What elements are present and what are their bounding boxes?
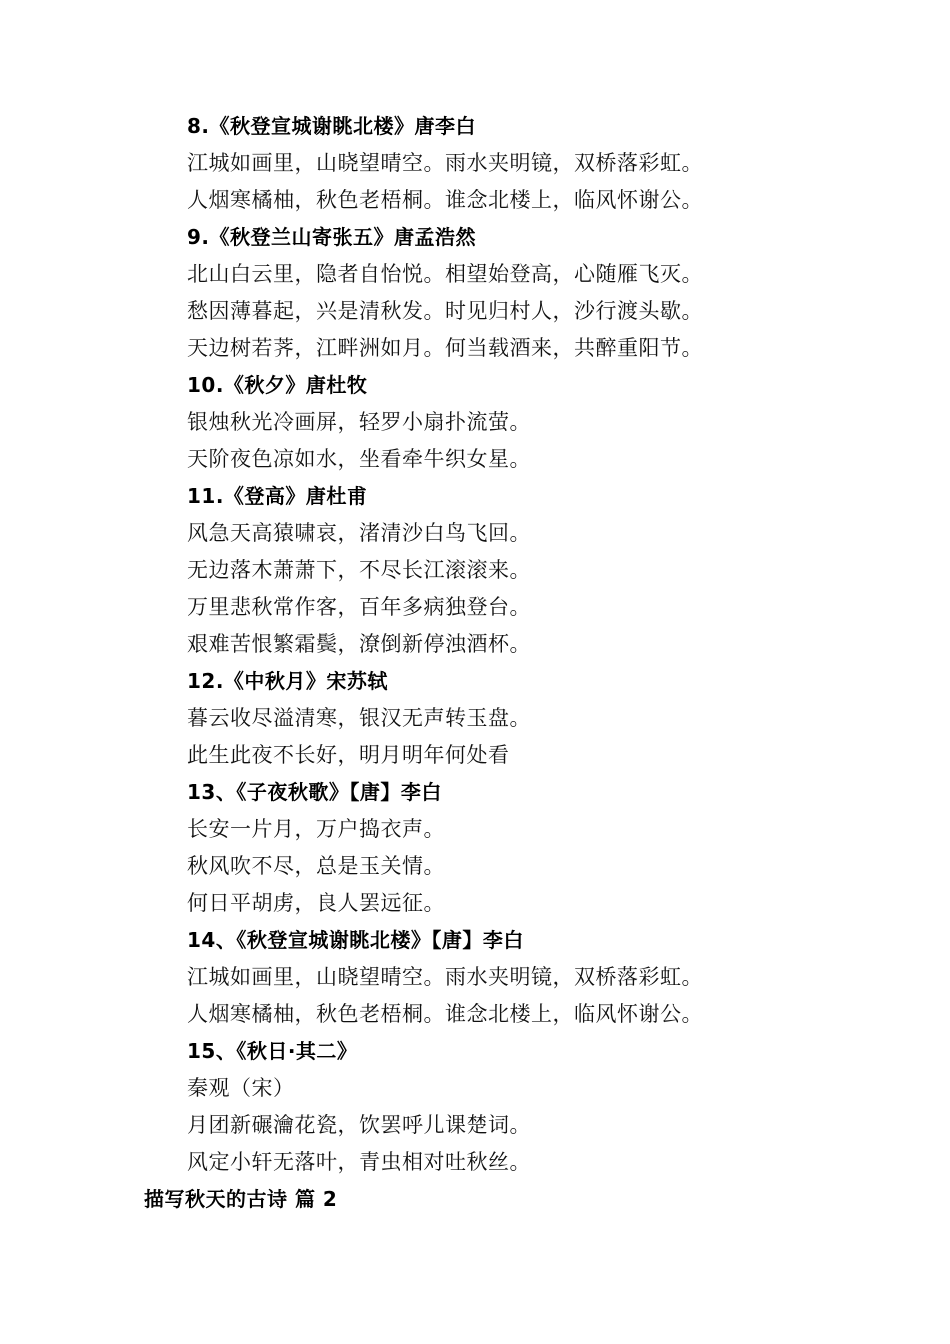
poem-line: 江城如画里，山晓望晴空。雨水夹明镜，双桥落彩虹。 <box>187 151 703 175</box>
poem-line: 天阶夜色凉如水，坐看牵牛织女星。 <box>187 447 531 471</box>
poem-line: 风急天高猿啸哀，渚清沙白鸟飞回。 <box>187 521 531 545</box>
poem-title: 11.《登高》唐杜甫 <box>187 484 368 508</box>
poem-line: 人烟寒橘柚，秋色老梧桐。谁念北楼上，临风怀谢公。 <box>187 1002 703 1026</box>
poem-line: 无边落木萧萧下，不尽长江滚滚来。 <box>187 558 531 582</box>
poem-title: 8.《秋登宣城谢眺北楼》唐李白 <box>187 114 477 138</box>
poem-line: 愁因薄暮起，兴是清秋发。时见归村人，沙行渡头歇。 <box>187 299 703 323</box>
poem-title: 12.《中秋月》宋苏轼 <box>187 669 388 693</box>
poem-title: 15、《秋日·其二》 <box>187 1039 358 1063</box>
section-heading: 描写秋天的古诗 篇 2 <box>144 1187 338 1211</box>
poem-line: 秋风吹不尽，总是玉关情。 <box>187 854 445 878</box>
poem-line: 月团新碾瀹花瓷，饮罢呼儿课楚词。 <box>187 1113 531 1137</box>
poem-line: 银烛秋光冷画屏，轻罗小扇扑流萤。 <box>187 410 531 434</box>
poem-line: 此生此夜不长好，明月明年何处看 <box>187 743 510 767</box>
poem-line: 万里悲秋常作客，百年多病独登台。 <box>187 595 531 619</box>
poem-line: 长安一片月，万户捣衣声。 <box>187 817 445 841</box>
poem-title: 9.《秋登兰山寄张五》唐孟浩然 <box>187 225 477 249</box>
poem-title: 14、《秋登宣城谢眺北楼》【唐】李白 <box>187 928 524 952</box>
poem-line: 天边树若荠，江畔洲如月。何当载酒来，共醉重阳节。 <box>187 336 703 360</box>
poem-line: 暮云收尽溢清寒，银汉无声转玉盘。 <box>187 706 531 730</box>
poem-line: 北山白云里，隐者自怡悦。相望始登高，心随雁飞灭。 <box>187 262 703 286</box>
poem-line: 何日平胡虏，良人罢远征。 <box>187 891 445 915</box>
poem-line: 艰难苦恨繁霜鬓，潦倒新停浊酒杯。 <box>187 632 531 656</box>
poem-title: 10.《秋夕》唐杜牧 <box>187 373 368 397</box>
poem-line: 人烟寒橘柚，秋色老梧桐。谁念北楼上，临风怀谢公。 <box>187 188 703 212</box>
poem-author: 秦观（宋） <box>187 1076 295 1100</box>
poem-line: 江城如画里，山晓望晴空。雨水夹明镜，双桥落彩虹。 <box>187 965 703 989</box>
poem-title: 13、《子夜秋歌》【唐】李白 <box>187 780 442 804</box>
poem-line: 风定小轩无落叶，青虫相对吐秋丝。 <box>187 1150 531 1174</box>
